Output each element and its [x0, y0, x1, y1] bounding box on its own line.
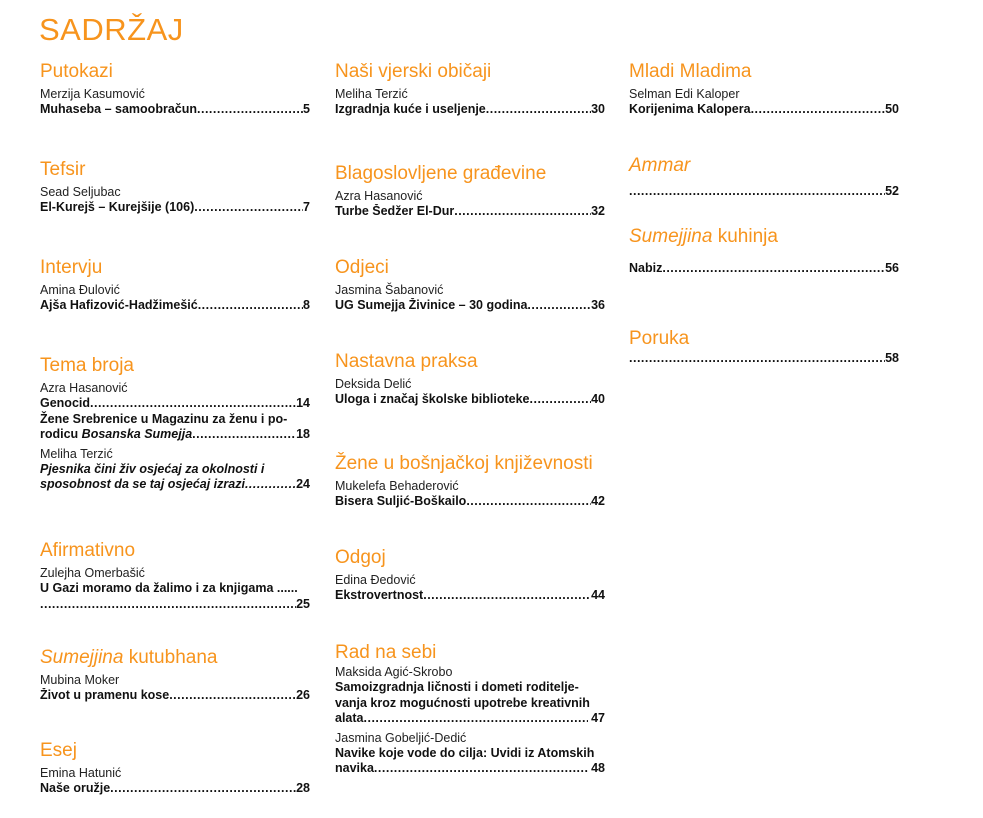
- page-number: 5: [303, 102, 310, 116]
- toc-entry[interactable]: [335, 588, 605, 604]
- author-name: Mubina Moker: [40, 673, 120, 687]
- toc-entry[interactable]: [335, 298, 605, 314]
- entry-title-line: Žene Srebrenice u Magazinu za ženu i po-: [40, 411, 288, 426]
- page-number: 30: [591, 102, 605, 116]
- dot-leader: [364, 711, 588, 727]
- author-name: Jasmina Gobeljić-Dedić: [335, 730, 467, 745]
- entry-title: Život u pramenu kose: [40, 688, 170, 702]
- dot-leader: [40, 597, 296, 613]
- section-heading: Rad na sebi: [335, 642, 437, 663]
- page-number: 40: [591, 392, 605, 406]
- author-name: Mukelefa Behaderović: [335, 479, 459, 493]
- section-heading: Tefsir: [40, 159, 86, 180]
- entry-title-part: rodicu: [40, 427, 82, 441]
- author-name: Azra Hasanović: [40, 381, 128, 395]
- toc-entry[interactable]: [40, 688, 310, 704]
- author-name: Edina Đedović: [335, 573, 416, 587]
- dot-leader: [110, 781, 296, 797]
- toc-entry[interactable]: [335, 494, 605, 510]
- dot-leader: [198, 298, 303, 314]
- section-zene-u-bosnjackoj-knjizevnosti: [335, 452, 605, 510]
- page-number: 26: [296, 688, 310, 702]
- entry-title-line: U Gazi moramo da žalimo i za knjigama ......: [40, 581, 298, 595]
- entry-title: sposobnost da se taj osjećaj izrazi: [40, 477, 245, 491]
- dot-leader: [466, 494, 591, 510]
- section-odjeci: [335, 256, 605, 314]
- page-number: 52: [885, 184, 899, 198]
- entry-title-italic: Bosanska Sumejja: [81, 427, 193, 441]
- entry-title: alata: [335, 711, 364, 725]
- dot-leader: [192, 427, 296, 443]
- entry-title: Turbe Šedžer El-Dur: [335, 204, 455, 218]
- entry-title-line: Navike koje vode do cilja: Uvidi iz Atomskih: [335, 745, 595, 760]
- entry-title: El-Kurejš – Kurejšije (106): [40, 200, 195, 214]
- section-heading: Tema broja: [40, 355, 134, 376]
- section-putokazi: [40, 60, 310, 118]
- section-heading: [629, 225, 899, 249]
- author-name: Merzija Kasumović: [40, 87, 145, 101]
- page-number: 18: [296, 427, 310, 441]
- dot-leader: [245, 477, 296, 493]
- toc-entry[interactable]: [335, 102, 605, 118]
- section-heading: Putokazi: [40, 61, 113, 82]
- author-name: Deksida Delić: [335, 377, 412, 391]
- author-name: Sead Seljubac: [40, 185, 121, 199]
- section-heading: Poruka: [629, 328, 690, 349]
- toc-entry[interactable]: [40, 396, 310, 412]
- entry-title: Korijenima Kalopera: [629, 102, 751, 116]
- toc-entry[interactable]: [629, 351, 899, 367]
- author-name: Azra Hasanović: [335, 189, 423, 203]
- section-rad-na-sebi: [335, 641, 605, 777]
- section-heading: Žene u bošnjačkoj književnosti: [335, 453, 593, 474]
- entry-title: Nabiz: [629, 261, 663, 275]
- section-heading: Intervju: [40, 257, 103, 278]
- page-number: 44: [591, 588, 605, 602]
- entry-title: Muhaseba – samoobračun: [40, 102, 197, 116]
- entry-title: Genocid: [40, 396, 91, 410]
- entry-title: Ajša Hafizović-Hadžimešić: [40, 298, 198, 312]
- section-mladi-mladima: [629, 60, 899, 118]
- author-name: Maksida Agić-Skrobo: [335, 665, 453, 679]
- page-title: SADRŽAJ: [39, 12, 184, 47]
- section-heading: Odgoj: [335, 547, 386, 568]
- heading-italic-part: Sumejjina: [629, 226, 713, 247]
- entry-title: [40, 427, 192, 443]
- toc-entry[interactable]: [629, 184, 899, 200]
- page-number: 47: [587, 711, 605, 725]
- toc-entry[interactable]: [335, 392, 605, 408]
- entry-title: Uloga i značaj školske biblioteke: [335, 392, 530, 406]
- author-name: Zulejha Omerbašić: [40, 566, 145, 580]
- toc-entry[interactable]: [40, 298, 310, 314]
- toc-entry[interactable]: [40, 412, 310, 443]
- author-name: Meliha Terzić: [40, 446, 113, 461]
- section-heading: Naši vjerski običaji: [335, 61, 492, 82]
- dot-leader: [90, 396, 296, 412]
- toc-entry[interactable]: [40, 581, 310, 612]
- dot-leader: [454, 204, 591, 220]
- section-sumejjina-kuhinja: [629, 225, 899, 277]
- dot-leader: [629, 351, 885, 367]
- page-number: 24: [296, 477, 310, 491]
- entry-title: UG Sumejja Živinice – 30 godina: [335, 298, 528, 312]
- section-odgoj: [335, 546, 605, 604]
- dot-leader: [423, 588, 591, 604]
- section-heading: Afirmativno: [40, 540, 136, 561]
- dot-leader: [169, 688, 296, 704]
- heading-italic-part: Ammar: [629, 155, 691, 176]
- toc-entry[interactable]: [335, 680, 605, 727]
- dot-leader: [197, 102, 303, 118]
- toc-entry[interactable]: [40, 781, 310, 797]
- section-heading: Nastavna praksa: [335, 351, 478, 372]
- dot-leader: [374, 761, 588, 777]
- toc-entry[interactable]: [40, 102, 310, 118]
- heading-part: kutubhana: [123, 647, 218, 668]
- page-number: 14: [296, 396, 310, 410]
- section-sumejjina-kutubhana: [40, 646, 310, 704]
- page-number: 42: [591, 494, 605, 508]
- section-heading: Mladi Mladima: [629, 61, 752, 82]
- toc-entry[interactable]: [40, 200, 310, 216]
- author-name: Jasmina Šabanović: [335, 283, 444, 297]
- entry-title-line: Pjesnika čini živ osjećaj za okolnosti i: [40, 461, 265, 476]
- section-afirmativno: [40, 539, 310, 612]
- section-nastavna-praksa: [335, 350, 605, 408]
- entry-title-line: vanja kroz mogućnosti upotrebe kreativnih: [335, 695, 590, 710]
- section-heading: Blagoslovljene građevine: [335, 163, 547, 184]
- section-nasi-vjerski-obicaji: [335, 60, 605, 118]
- section-heading: [629, 154, 899, 178]
- page-number: 28: [296, 781, 310, 795]
- dot-leader: [662, 261, 885, 277]
- toc-entry[interactable]: [629, 261, 899, 277]
- toc-entry[interactable]: [335, 746, 605, 777]
- section-intervju: [40, 256, 310, 314]
- author-name: Amina Đulović: [40, 283, 120, 297]
- heading-part: kuhinja: [712, 226, 778, 247]
- heading-italic-part: Sumejjina: [40, 647, 124, 668]
- author-name: Selman Edi Kaloper: [629, 87, 740, 101]
- dot-leader: [629, 184, 885, 200]
- author-name: Emina Hatunić: [40, 766, 122, 780]
- page-number: 25: [296, 596, 310, 611]
- dot-leader: [751, 102, 886, 118]
- page-number: 32: [591, 204, 605, 218]
- section-heading: [40, 646, 310, 670]
- entry-title: navika: [335, 761, 374, 775]
- section-blagoslovljene-gradjevine: [335, 162, 605, 220]
- dot-leader: [527, 298, 591, 314]
- dot-leader: [486, 102, 591, 118]
- entry-title: Ekstrovertnost: [335, 588, 424, 602]
- dot-leader: [530, 392, 592, 408]
- entry-title: Izgradnja kuće i useljenje: [335, 102, 486, 116]
- page-number: 56: [885, 261, 899, 275]
- page-number: 50: [885, 102, 899, 116]
- entry-title-line: Samoizgradnja ličnosti i dometi roditelje-: [335, 680, 579, 694]
- section-ammar: [629, 154, 899, 200]
- toc-entry[interactable]: [40, 462, 310, 493]
- entry-title: Bisera Suljić-Boškailo: [335, 494, 467, 508]
- section-heading: Odjeci: [335, 257, 389, 278]
- section-poruka: [629, 327, 899, 367]
- page-number: 36: [591, 298, 605, 312]
- toc-entry[interactable]: [335, 204, 605, 220]
- section-tema-broja: [40, 354, 310, 493]
- page-number: 48: [587, 761, 605, 775]
- toc-entry[interactable]: [629, 102, 899, 118]
- page-number: 58: [885, 351, 899, 365]
- section-esej: [40, 739, 310, 797]
- page-number: 7: [303, 200, 310, 214]
- dot-leader: [194, 200, 303, 216]
- section-tefsir: [40, 158, 310, 216]
- author-name: Meliha Terzić: [335, 87, 408, 101]
- page-number: 8: [303, 298, 310, 312]
- section-heading: Esej: [40, 740, 77, 761]
- entry-title: Naše oružje: [40, 781, 111, 795]
